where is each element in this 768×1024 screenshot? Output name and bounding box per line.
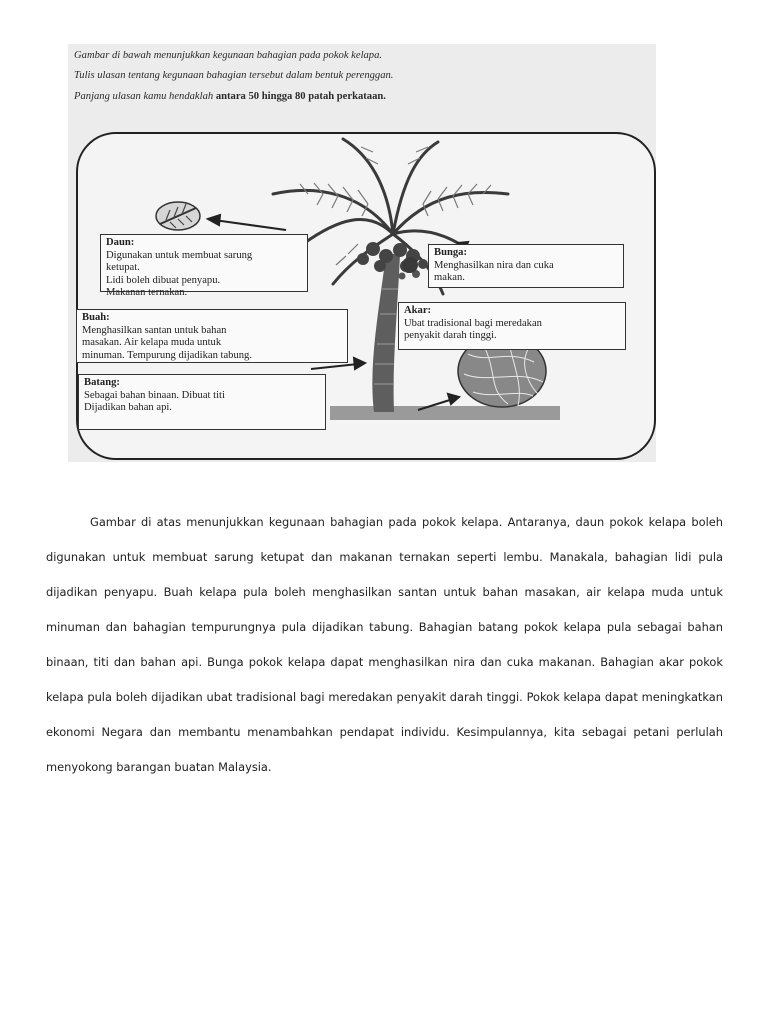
ground <box>330 406 560 420</box>
label-batang <box>78 374 326 430</box>
label-buah-title: Buah: <box>82 312 110 323</box>
worksheet-scan <box>68 44 656 462</box>
label-daun-title: Daun: <box>106 237 135 248</box>
instruction-word-limit: antara 50 hingga 80 patah perkataan. <box>215 91 386 102</box>
instruction-line-3-prefix: Panjang ulasan kamu hendaklah <box>74 91 216 102</box>
label-bunga-line: makan. <box>434 272 465 283</box>
essay-paragraph: Gambar di atas menunjukkan kegunaan bahagian pada pokok kelapa. Antaranya, daun pokok kelapa boleh digunakan untuk membuat sarung ketupat dan makanan ternakan seperti lembu. Manakala, bahagian lidi pula dijadikan penyapu. Buah kelapa pula boleh menghasilkan santan untuk bahan masakan, air kelapa muda untuk minuman dan bahagian tempurungnya pula dijadikan tabung. Bahagian batang pokok kelapa pula sebagai bahan binaan, titi dan bahan api. Bunga pokok kelapa dapat menghasilkan nira dan cuka makanan. Bahagian akar pokok kelapa pula boleh dijadikan ubat tradisional bagi meredakan penyakit darah tinggi. Pokok kelapa dapat meningkatkan ekonomi Negara dan membantu menambahkan pendapat individu. Kesimpulannya, kita sebagai petani perlulah menyokong barangan buatan Malaysia. <box>46 515 723 774</box>
label-akar-line: Ubat tradisional bagi meredakan <box>404 317 542 329</box>
label-daun-line: Digunakan untuk membuat sarung <box>106 249 253 261</box>
label-bunga <box>428 244 624 288</box>
label-buah-line: masakan. Air kelapa muda untuk <box>82 337 222 348</box>
label-buah-line: Menghasilkan santan untuk bahan <box>82 324 227 336</box>
label-buah-line: minuman. Tempurung dijadikan tabung. <box>82 349 253 361</box>
label-batang-line: Dijadikan bahan api. <box>84 402 172 413</box>
label-daun <box>100 234 308 298</box>
tree-trunk <box>372 254 400 412</box>
label-batang-line: Sebagai bahan binaan. Dibuat titi <box>84 389 225 401</box>
label-akar <box>398 302 626 350</box>
label-bunga-line: Menghasilkan nira dan cuka <box>434 259 554 271</box>
essay-body <box>46 505 723 785</box>
label-akar-title: Akar: <box>404 305 432 316</box>
label-batang-title: Batang: <box>84 377 120 388</box>
label-bunga-title: Bunga: <box>434 247 467 258</box>
label-buah <box>76 309 348 363</box>
instruction-line-2: Tulis ulasan tentang kegunaan bahagian tersebut dalam bentuk perenggan. <box>74 70 394 81</box>
instruction-line-1: Gambar di bawah menunjukkan kegunaan bahagian pada pokok kelapa. <box>74 50 383 61</box>
label-daun-line: Lidi boleh dibuat penyapu. <box>106 274 221 286</box>
coconut-detail <box>402 257 418 273</box>
label-akar-line: penyakit darah tinggi. <box>404 330 497 341</box>
label-daun-line: ketupat. <box>106 262 140 273</box>
leaf-detail <box>156 202 200 230</box>
label-daun-line: Makanan ternakan. <box>106 287 188 298</box>
